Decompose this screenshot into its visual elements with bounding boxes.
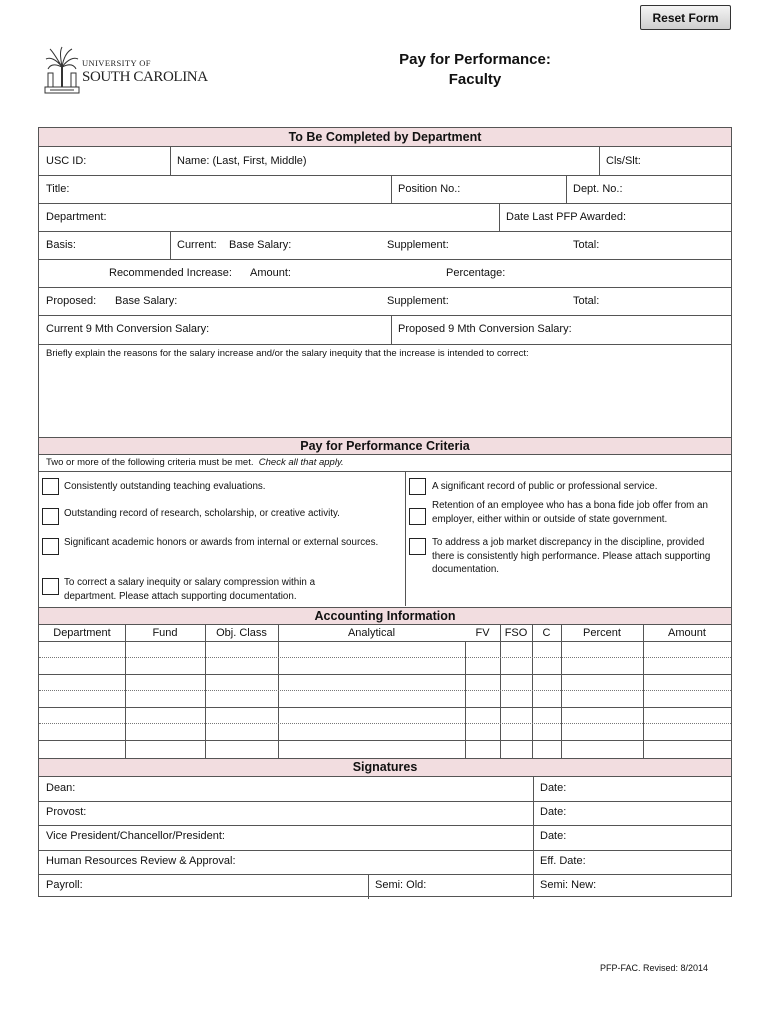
dean-date-label: Date: <box>540 782 567 794</box>
recommended-increase-label: Recommended Increase: <box>109 267 232 279</box>
date-last-pfp-label: Date Last PFP Awarded: <box>506 211 627 223</box>
dept-no-label: Dept. No.: <box>573 183 623 195</box>
basis-label: Basis: <box>46 239 76 251</box>
criteria-research-checkbox[interactable] <box>42 508 59 525</box>
criteria-service-checkbox[interactable] <box>409 478 426 495</box>
eff-date-label: Eff. Date: <box>540 855 586 867</box>
accounting-row[interactable] <box>39 724 731 740</box>
criteria-retention-label: Retention of an employee who has a bona fide job offer from an employer, either within or outside of state government. <box>432 500 708 525</box>
position-no-label: Position No.: <box>398 183 461 195</box>
accounting-row[interactable] <box>39 675 731 691</box>
reset-form-button[interactable]: Reset Form <box>640 5 731 30</box>
col-obj-class: Obj. Class <box>216 627 267 639</box>
criteria-instruction-text: Two or more of the following criteria must be met. <box>46 457 254 468</box>
semi-new-label: Semi: New: <box>540 879 597 891</box>
proposed-9mth-label: Proposed 9 Mth Conversion Salary: <box>398 323 572 335</box>
accounting-row[interactable] <box>39 658 731 674</box>
form-table <box>38 127 732 897</box>
col-department: Department <box>53 627 111 639</box>
explain-label: Briefly explain the reasons for the salary increase and/or the salary inequity that the increase is intended to correct: <box>46 348 529 359</box>
provost-date-label: Date: <box>540 806 567 818</box>
proposed-total-label: Total: <box>573 295 600 307</box>
dean-label: Dean: <box>46 782 76 794</box>
current-base-salary-label: Base Salary: <box>229 239 292 251</box>
criteria-honors-checkbox[interactable] <box>42 538 59 555</box>
col-c: C <box>542 627 551 639</box>
criteria-market-label: To address a job market discrepancy in the discipline, provided there is consistently high performance. Please attach supporting documentation. <box>432 537 711 575</box>
criteria-retention-checkbox[interactable] <box>409 508 426 525</box>
criteria-inequity-checkbox[interactable] <box>42 578 59 595</box>
criteria-teaching-label: Consistently outstanding teaching evaluations. <box>64 481 266 492</box>
accounting-row[interactable] <box>39 708 731 724</box>
vp-label: Vice President/Chancellor/President: <box>46 830 225 842</box>
usc-id-label: USC ID: <box>46 155 87 167</box>
criteria-market-checkbox[interactable] <box>409 538 426 555</box>
increase-amount-label: Amount: <box>250 267 291 279</box>
palmetto-seal-icon <box>42 45 82 97</box>
accounting-row[interactable] <box>39 642 731 658</box>
criteria-instruction <box>46 457 344 468</box>
criteria-teaching-checkbox[interactable] <box>42 478 59 495</box>
provost-label: Provost: <box>46 806 87 818</box>
proposed-label: Proposed: <box>46 295 97 307</box>
col-fv: FV <box>475 627 490 639</box>
criteria-research-label: Outstanding record of research, scholarship, or creative activity. <box>64 508 340 519</box>
form-title-line1: Pay for Performance: <box>399 51 551 68</box>
payroll-label: Payroll: <box>46 879 83 891</box>
signatures-section-heading: Signatures <box>39 758 731 777</box>
accounting-section-heading: Accounting Information <box>39 607 731 625</box>
logo-south-carolina: SOUTH CAROLINA <box>82 69 208 85</box>
criteria-honors-label: Significant academic honors or awards from internal or external sources. <box>64 537 379 548</box>
proposed-base-salary-label: Base Salary: <box>115 295 178 307</box>
col-percent: Percent <box>583 627 621 639</box>
current-supplement-label: Supplement: <box>387 239 449 251</box>
accounting-table <box>39 625 731 758</box>
semi-old-label: Semi: Old: <box>375 879 427 891</box>
criteria-instruction-italic: Check all that apply. <box>258 457 344 468</box>
logo-university-of: UNIVERSITY OF <box>82 58 151 68</box>
current-label: Current: <box>177 239 217 251</box>
cls-slt-label: Cls/Slt: <box>606 155 641 167</box>
col-amount: Amount <box>668 627 706 639</box>
criteria-service-label: A significant record of public or professional service. <box>432 481 658 492</box>
hr-label: Human Resources Review & Approval: <box>46 855 236 867</box>
department-label: Department: <box>46 211 107 223</box>
criteria-inequity-label: To correct a salary inequity or salary compression within a department. Please attach supporting documentation. <box>64 577 316 602</box>
vp-date-label: Date: <box>540 830 567 842</box>
col-analytical: Analytical <box>347 627 396 639</box>
department-section-heading: To Be Completed by Department <box>39 127 731 147</box>
revision-note: PFP-FAC. Revised: 8/2014 <box>600 963 709 973</box>
accounting-row[interactable] <box>39 691 731 707</box>
name-label: Name: (Last, First, Middle) <box>177 155 307 167</box>
col-fso: FSO <box>504 627 528 639</box>
university-logo <box>40 45 240 100</box>
title-label: Title: <box>46 183 70 195</box>
col-fund: Fund <box>152 627 178 639</box>
explain-textarea[interactable] <box>43 364 727 434</box>
proposed-supplement-label: Supplement: <box>387 295 449 307</box>
criteria-section-heading: Pay for Performance Criteria <box>39 437 731 455</box>
form-title-line2: Faculty <box>448 71 502 88</box>
accounting-row[interactable] <box>39 741 731 757</box>
current-9mth-label: Current 9 Mth Conversion Salary: <box>46 323 210 335</box>
increase-percentage-label: Percentage: <box>446 267 506 279</box>
current-total-label: Total: <box>573 239 600 251</box>
form-title <box>330 50 620 90</box>
